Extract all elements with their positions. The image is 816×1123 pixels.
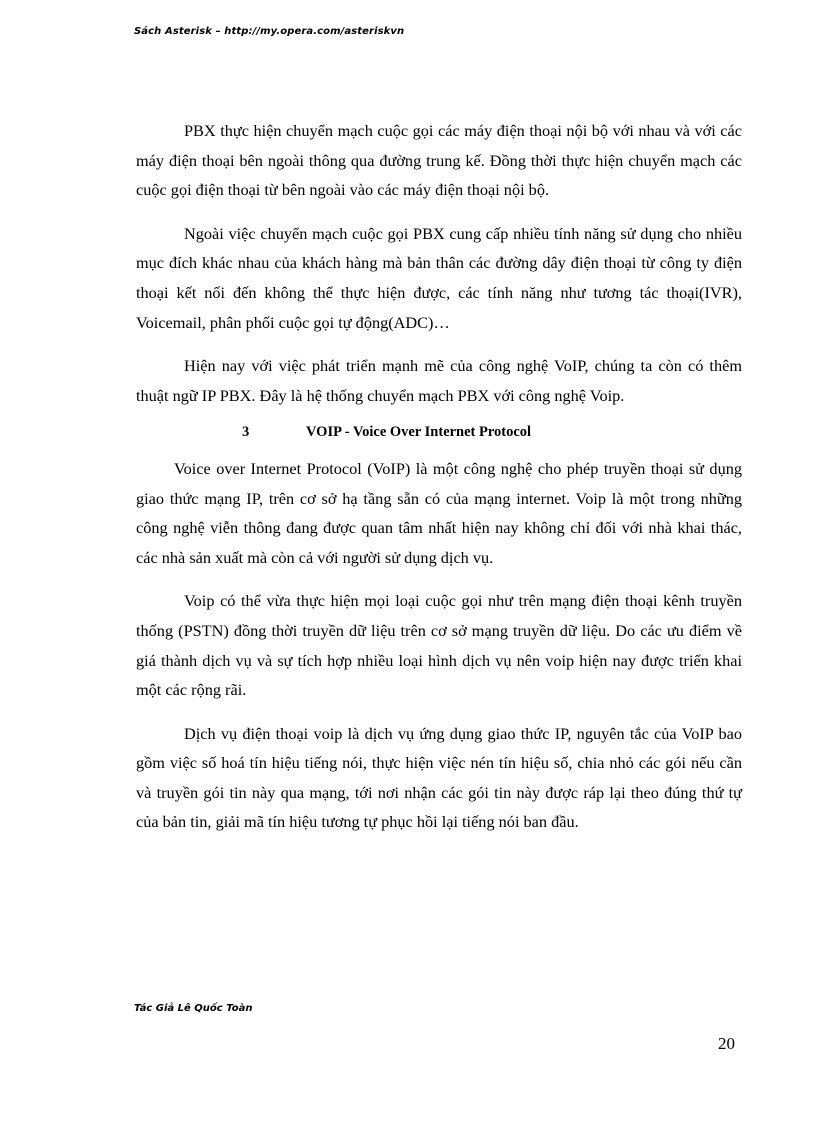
paragraph-ip-pbx: Hiện nay với việc phát triển mạnh mẽ của công nghệ VoIP, chúng ta còn có thêm thuật ngữ IP PBX. Đây là hệ thống chuyển mạch PBX với công nghệ Voip. [136,356,742,405]
page-header: Sách Asterisk – http://my.opera.com/asteriskvn [134,26,405,37]
section-title: VOIP - Voice Over Internet Protocol [306,424,532,441]
section-heading [136,418,742,448]
page-footer-author: Tác Giả Lê Quốc Toàn [134,1003,253,1014]
document-body [136,116,742,851]
paragraph-pbx-switching: PBX thực hiện chuyển mạch cuộc gọi các máy điện thoại nội bộ với nhau và với các máy điện thoại bên ngoài thông qua đường trung kế. Đồng thời thực hiện chuyển mạch các cuộc gọi điện thoại từ bên ngoài vào các máy điện thoại nội bộ. [136,121,742,200]
paragraph-pbx-features: Ngoài việc chuyển mạch cuộc gọi PBX cung cấp nhiều tính năng sử dụng cho nhiều mục đích khác nhau của khách hàng mà bản thân các đường dây điện thoại từ công ty điện thoại kết nối đến không thể thực hiện được, các tính năng như tương tác thoại(IVR), Voicemail, phân phối cuộc gọi tự động(ADC)… [136,223,742,332]
paragraph-voip-principle: Dịch vụ điện thoại voip là dịch vụ ứng dụng giao thức IP, nguyên tắc của VoIP bao gồm việc số hoá tín hiệu tiếng nói, thực hiện việc nén tín hiệu số, chia nhỏ các gói nếu cần và truyền gói tin này qua mạng, tới nơi nhận các gói tin này được ráp lại theo đúng thứ tự của bản tin, giải mã tín hiệu tương tự phục hồi lại tiếng nói ban đầu. [136,723,742,832]
section-number: 3 [242,424,250,441]
page-number: 20 [718,1034,735,1053]
paragraph-voip-intro: Voice over Internet Protocol (VoIP) là một công nghệ cho phép truyền thoại sử dụng giao thức mạng IP, trên cơ sở hạ tầng sẵn có của mạng internet. Voip là một trong những công nghệ viễn thông đang được quan tâm nhất hiện nay không chỉ đối với nhà khai thác, các nhà sản xuất mà còn cả với người sử dụng dịch vụ. [136,458,742,567]
paragraph-voip-capabilities: Voip có thể vừa thực hiện mọi loại cuộc gọi như trên mạng điện thoại kênh truyền thống (PSTN) đồng thời truyền dữ liệu trên cơ sở mạng truyền dữ liệu. Do các ưu điểm về giá thành dịch vụ và sự tích hợp nhiều loại hình dịch vụ nên voip hiện nay được triển khai một các rộng rãi. [136,591,742,700]
